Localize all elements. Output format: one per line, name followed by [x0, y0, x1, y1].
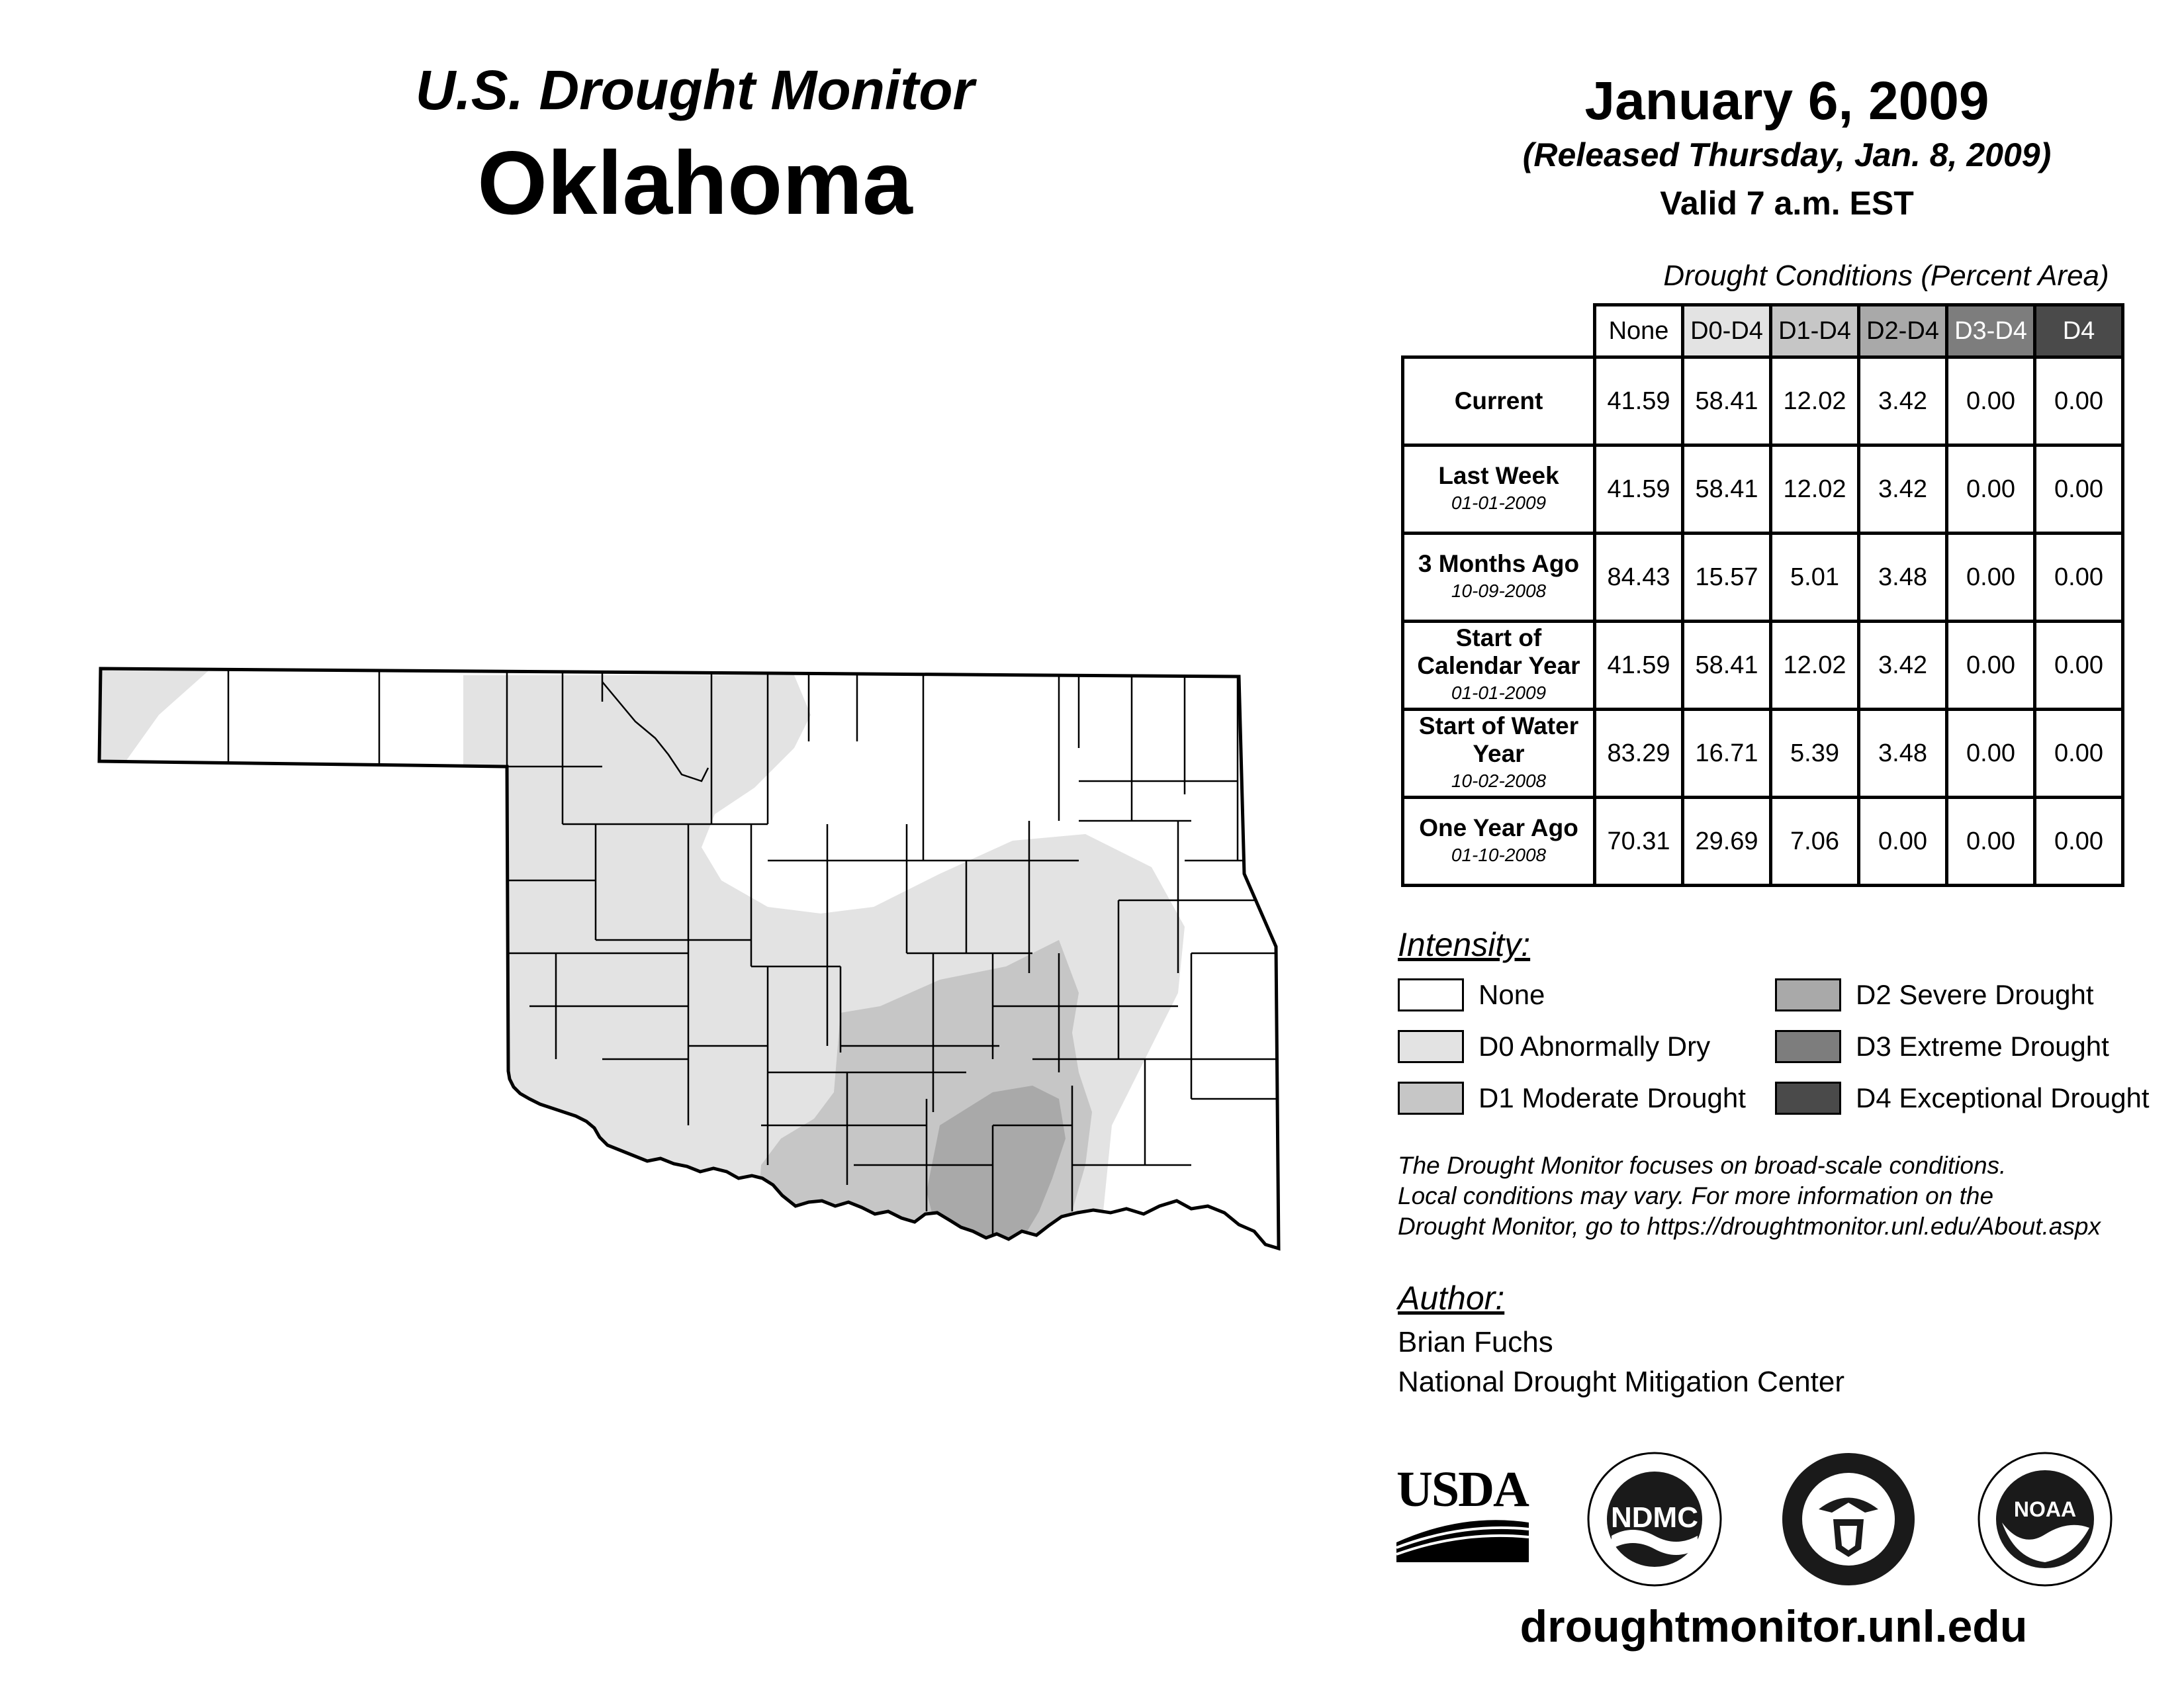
author-organization: National Drought Mitigation Center — [1398, 1366, 1845, 1398]
ndmc-logo — [1585, 1450, 1724, 1589]
table-cell: 58.41 — [1683, 357, 1771, 445]
noaa-logo-text: NOAA — [2013, 1497, 2077, 1521]
legend-item-d0 — [1398, 1030, 1710, 1063]
legend-label: D0 Abnormally Dry — [1479, 1031, 1711, 1062]
table-cell: 0.00 — [1947, 710, 2035, 798]
legend-swatch — [1775, 978, 1841, 1011]
table-cell: 3.42 — [1859, 357, 1947, 445]
note-line: The Drought Monitor focuses on broad-scale conditions. — [1398, 1152, 2007, 1179]
table-cell: 41.59 — [1595, 622, 1683, 710]
table-row — [1403, 534, 2123, 622]
table-cell: 58.41 — [1683, 622, 1771, 710]
table-cell: 0.00 — [1947, 798, 2035, 886]
table-cell: 0.00 — [1947, 357, 2035, 445]
table-cell: 83.29 — [1595, 710, 1683, 798]
author-label: Author: — [1398, 1280, 1505, 1317]
table-cell: 16.71 — [1683, 710, 1771, 798]
table-cell: 12.02 — [1771, 445, 1859, 534]
table-cell: 5.39 — [1771, 710, 1859, 798]
table-row — [1403, 357, 2123, 445]
table-cell: 12.02 — [1771, 622, 1859, 710]
release-date: (Released Thursday, Jan. 8, 2009) — [1522, 136, 2052, 173]
legend-item-d3 — [1775, 1030, 2109, 1063]
noaa-logo — [1976, 1450, 2115, 1589]
table-row — [1403, 798, 2123, 886]
legend-swatch — [1398, 1030, 1464, 1063]
note-line: Local conditions may vary. For more information on the — [1398, 1182, 1994, 1209]
table-cell: 41.59 — [1595, 357, 1683, 445]
website-url[interactable]: droughtmonitor.unl.edu — [1520, 1601, 2028, 1652]
legend-label: D1 Moderate Drought — [1479, 1082, 1746, 1113]
author-name: Brian Fuchs — [1398, 1326, 1553, 1358]
legend-label: D2 Severe Drought — [1856, 979, 2094, 1010]
col-header-d3-d4: D3-D4 — [1947, 305, 2035, 357]
legend-swatch — [1398, 1082, 1464, 1115]
table-row — [1403, 622, 2123, 710]
table-cell: 70.31 — [1595, 798, 1683, 886]
legend-item-d2 — [1775, 978, 2094, 1011]
table-row — [1403, 445, 2123, 534]
legend-item-d1 — [1398, 1082, 1746, 1115]
legend-item-none — [1398, 978, 1545, 1011]
note-line: Drought Monitor, go to https://droughtmonitor.unl.edu/About.aspx — [1398, 1213, 2101, 1240]
table-cell: 58.41 — [1683, 445, 1771, 534]
legend-swatch — [1775, 1030, 1841, 1063]
row-label: Start of Water Year 10-02-2008 — [1403, 710, 1595, 798]
table-cell: 12.02 — [1771, 357, 1859, 445]
valid-time: Valid 7 a.m. EST — [1660, 185, 1914, 222]
table-cell: 3.42 — [1859, 622, 1947, 710]
table-cell: 0.00 — [2035, 445, 2123, 534]
table-cell: 84.43 — [1595, 534, 1683, 622]
table-header-row — [1403, 305, 2123, 357]
legend-label: None — [1479, 979, 1545, 1010]
table-cell: 0.00 — [1859, 798, 1947, 886]
state-title: Oklahoma — [477, 132, 913, 233]
table-cell: 15.57 — [1683, 534, 1771, 622]
legend-label: D4 Exceptional Drought — [1856, 1082, 2150, 1113]
drought-conditions-table — [1401, 303, 2124, 887]
table-cell: 3.48 — [1859, 534, 1947, 622]
col-header-d4: D4 — [2035, 305, 2123, 357]
row-label: One Year Ago 01-10-2008 — [1403, 798, 1595, 886]
legend-label: D3 Extreme Drought — [1856, 1031, 2109, 1062]
table-cell: 0.00 — [2035, 622, 2123, 710]
col-header-d2-d4: D2-D4 — [1859, 305, 1947, 357]
map-date: January 6, 2009 — [1584, 71, 1989, 131]
usda-logo-text: USDA — [1396, 1462, 1528, 1517]
legend-swatch — [1775, 1082, 1841, 1115]
table-cell: 0.00 — [2035, 798, 2123, 886]
table-cell: 0.00 — [2035, 710, 2123, 798]
row-label: Current — [1403, 357, 1595, 445]
ndmc-logo-text: NDMC — [1611, 1501, 1698, 1534]
table-cell: 29.69 — [1683, 798, 1771, 886]
eagle-seal-icon — [1779, 1450, 1918, 1589]
drought-map — [93, 662, 1297, 1258]
commerce-seal — [1779, 1450, 1918, 1589]
table-cell: 0.00 — [2035, 534, 2123, 622]
legend-item-d4 — [1775, 1082, 2150, 1115]
table-cell: 5.01 — [1771, 534, 1859, 622]
monitor-title: U.S. Drought Monitor — [415, 59, 975, 121]
usda-logo — [1396, 1463, 1529, 1562]
table-cell: 3.42 — [1859, 445, 1947, 534]
row-label: 3 Months Ago 10-09-2008 — [1403, 534, 1595, 622]
table-cell: 0.00 — [2035, 357, 2123, 445]
col-header-none: None — [1595, 305, 1683, 357]
row-label: Last Week 01-01-2009 — [1403, 445, 1595, 534]
table-cell: 3.48 — [1859, 710, 1947, 798]
col-header-d0-d4: D0-D4 — [1683, 305, 1771, 357]
table-cell: 0.00 — [1947, 445, 2035, 534]
table-title: Drought Conditions (Percent Area) — [1663, 259, 2109, 292]
table-cell: 7.06 — [1771, 798, 1859, 886]
disclaimer-note — [1398, 1150, 2159, 1242]
table-cell: 0.00 — [1947, 534, 2035, 622]
legend-title: Intensity: — [1398, 926, 1531, 963]
table-cell: 41.59 — [1595, 445, 1683, 534]
table-corner — [1403, 305, 1595, 357]
table-row — [1403, 710, 2123, 798]
usda-swoosh-icon — [1396, 1516, 1529, 1562]
table-cell: 0.00 — [1947, 622, 2035, 710]
row-label: Start of Calendar Year 01-01-2009 — [1403, 622, 1595, 710]
col-header-d1-d4: D1-D4 — [1771, 305, 1859, 357]
legend-swatch — [1398, 978, 1464, 1011]
